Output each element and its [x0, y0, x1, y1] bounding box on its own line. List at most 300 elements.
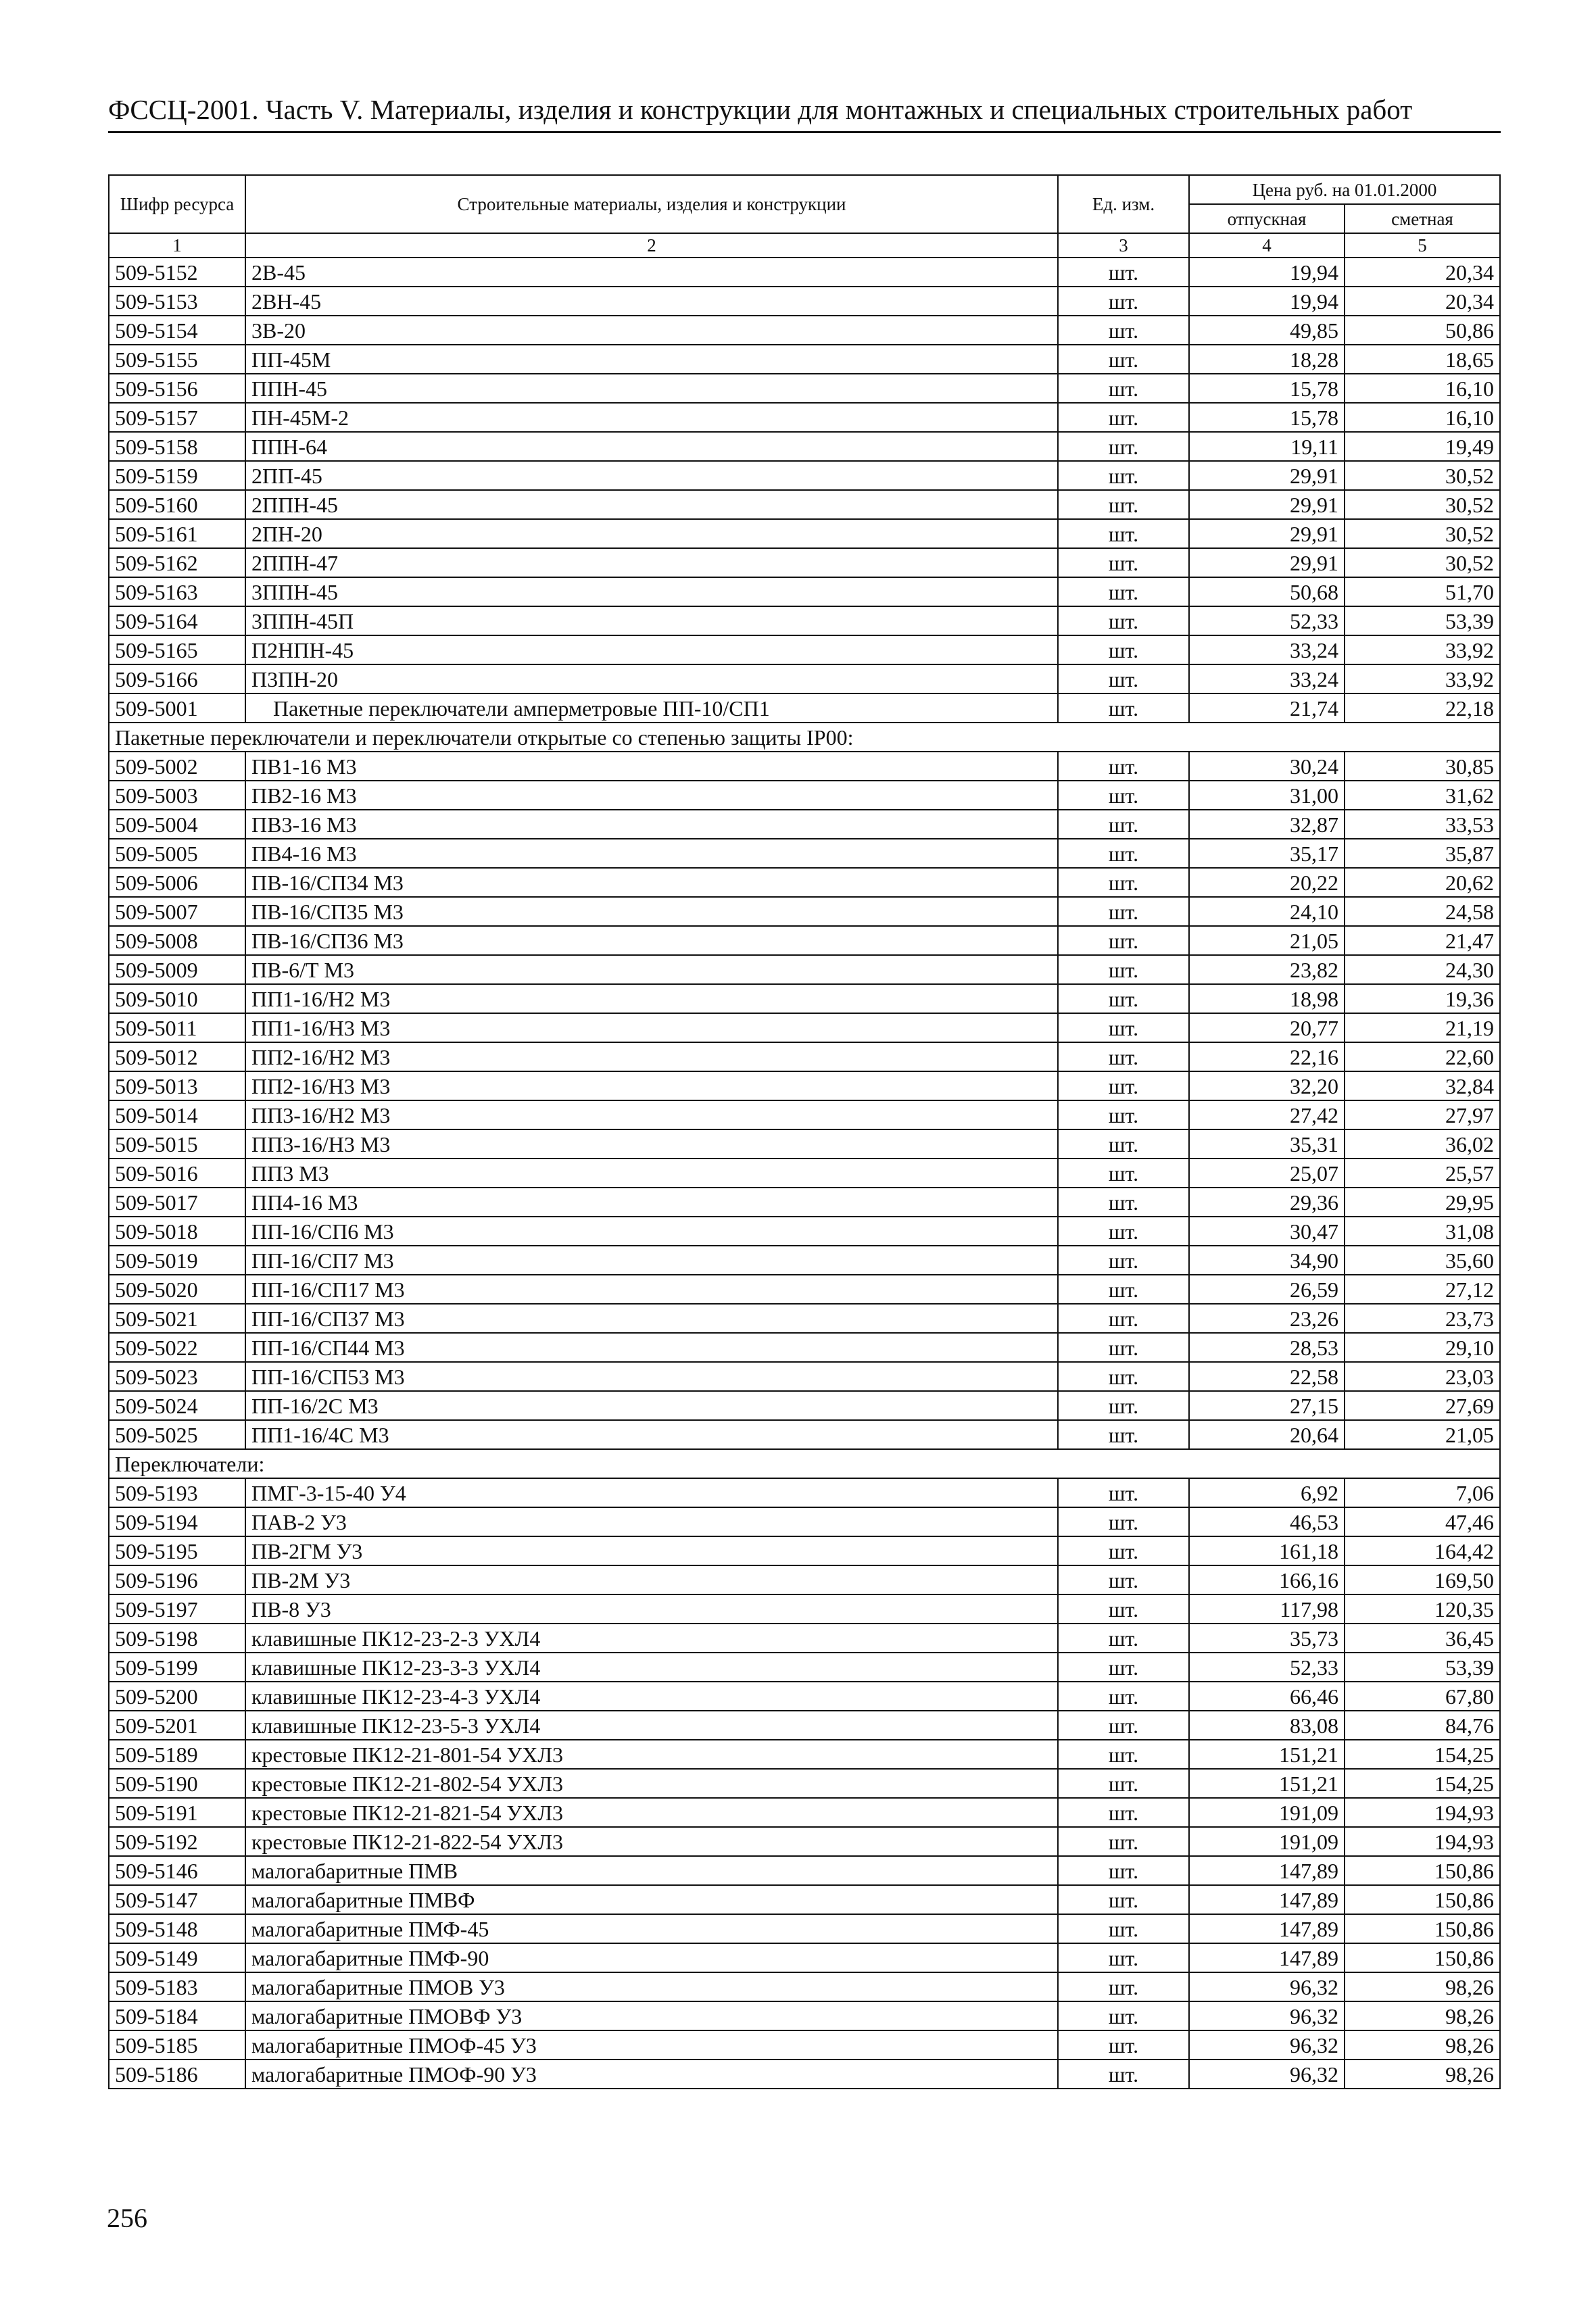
release-price-cell: 15,78: [1189, 374, 1345, 403]
material-name-cell: малогабаритные ПМФ-90: [245, 1943, 1058, 1972]
release-price-cell: 27,42: [1189, 1100, 1345, 1129]
resource-code-cell: 509-5013: [109, 1071, 245, 1100]
table-body: [109, 258, 1500, 2089]
estimate-price-cell: 21,05: [1345, 1420, 1500, 1449]
estimate-price-cell: 30,52: [1345, 519, 1500, 548]
table-row: [109, 781, 1500, 810]
release-price-cell: 20,77: [1189, 1013, 1345, 1042]
resource-code-cell: 509-5003: [109, 781, 245, 810]
release-price-cell: 96,32: [1189, 1972, 1345, 2001]
material-name-cell: клавишные ПК12-23-4-3 УХЛ4: [245, 1682, 1058, 1711]
material-name-cell: ПВ-2ГМ У3: [245, 1536, 1058, 1565]
material-name-cell: ПАВ-2 У3: [245, 1507, 1058, 1536]
estimate-price-cell: 53,39: [1345, 1653, 1500, 1682]
column-number: 2: [245, 233, 1058, 258]
table-row: [109, 258, 1500, 287]
unit-cell: шт.: [1058, 1624, 1189, 1653]
release-price-cell: 147,89: [1189, 1856, 1345, 1885]
table-row: [109, 1594, 1500, 1624]
column-number: 4: [1189, 233, 1345, 258]
estimate-price-cell: 194,93: [1345, 1827, 1500, 1856]
release-price-cell: 147,89: [1189, 1943, 1345, 1972]
unit-cell: шт.: [1058, 868, 1189, 897]
table-row: [109, 1478, 1500, 1507]
release-price-cell: 161,18: [1189, 1536, 1345, 1565]
table-row: [109, 693, 1500, 723]
resource-code-cell: 509-5148: [109, 1914, 245, 1943]
unit-cell: шт.: [1058, 1159, 1189, 1188]
release-price-cell: 34,90: [1189, 1246, 1345, 1275]
unit-cell: шт.: [1058, 635, 1189, 664]
estimate-price-cell: 21,19: [1345, 1013, 1500, 1042]
column-number: 3: [1058, 233, 1189, 258]
unit-cell: шт.: [1058, 1594, 1189, 1624]
table-row: [109, 2060, 1500, 2089]
resource-code-cell: 509-5007: [109, 897, 245, 926]
table-row: [109, 1653, 1500, 1682]
table-row: [109, 1333, 1500, 1362]
table-row: [109, 868, 1500, 897]
header-unit: Ед. изм.: [1058, 175, 1189, 233]
material-name-cell: 2ППН-45: [245, 490, 1058, 519]
material-name-cell: ПП1-16/Н2 М3: [245, 984, 1058, 1013]
material-name-cell: 2В-45: [245, 258, 1058, 287]
release-price-cell: 20,64: [1189, 1420, 1345, 1449]
unit-cell: шт.: [1058, 1420, 1189, 1449]
table-row: [109, 1914, 1500, 1943]
material-name-cell: ПВ-16/СП34 М3: [245, 868, 1058, 897]
table-row: [109, 955, 1500, 984]
table-row: [109, 1682, 1500, 1711]
material-name-cell: крестовые ПК12-21-821-54 УХЛ3: [245, 1798, 1058, 1827]
header-name: Строительные материалы, изделия и конструкции: [245, 175, 1058, 233]
column-number-row: [109, 233, 1500, 258]
release-price-cell: 35,17: [1189, 839, 1345, 868]
estimate-price-cell: 20,62: [1345, 868, 1500, 897]
unit-cell: шт.: [1058, 1100, 1189, 1129]
release-price-cell: 52,33: [1189, 1653, 1345, 1682]
unit-cell: шт.: [1058, 810, 1189, 839]
resource-code-cell: 509-5025: [109, 1420, 245, 1449]
material-name-cell: ПП4-16 М3: [245, 1188, 1058, 1217]
table-row: [109, 1420, 1500, 1449]
estimate-price-cell: 7,06: [1345, 1478, 1500, 1507]
resource-code-cell: 509-5197: [109, 1594, 245, 1624]
release-price-cell: 31,00: [1189, 781, 1345, 810]
release-price-cell: 29,91: [1189, 548, 1345, 577]
material-name-cell: 2ППН-47: [245, 548, 1058, 577]
table-row: [109, 548, 1500, 577]
release-price-cell: 147,89: [1189, 1914, 1345, 1943]
resource-code-cell: 509-5023: [109, 1362, 245, 1391]
resource-code-cell: 509-5162: [109, 548, 245, 577]
material-name-cell: ПП-45М: [245, 345, 1058, 374]
unit-cell: шт.: [1058, 984, 1189, 1013]
unit-cell: шт.: [1058, 752, 1189, 781]
unit-cell: шт.: [1058, 1914, 1189, 1943]
estimate-price-cell: 98,26: [1345, 2030, 1500, 2060]
release-price-cell: 29,91: [1189, 490, 1345, 519]
release-price-cell: 96,32: [1189, 2001, 1345, 2030]
estimate-price-cell: 20,34: [1345, 258, 1500, 287]
resource-code-cell: 509-5024: [109, 1391, 245, 1420]
material-name-cell: ПП-16/СП6 М3: [245, 1217, 1058, 1246]
estimate-price-cell: 98,26: [1345, 1972, 1500, 2001]
unit-cell: шт.: [1058, 2030, 1189, 2060]
unit-cell: шт.: [1058, 1885, 1189, 1914]
unit-cell: шт.: [1058, 1769, 1189, 1798]
table-row: [109, 1624, 1500, 1653]
material-name-cell: ПВ-2М У3: [245, 1565, 1058, 1594]
release-price-cell: 29,91: [1189, 461, 1345, 490]
estimate-price-cell: 154,25: [1345, 1740, 1500, 1769]
estimate-price-cell: 47,46: [1345, 1507, 1500, 1536]
resource-code-cell: 509-5004: [109, 810, 245, 839]
release-price-cell: 151,21: [1189, 1740, 1345, 1769]
release-price-cell: 24,10: [1189, 897, 1345, 926]
estimate-price-cell: 150,86: [1345, 1914, 1500, 1943]
table-row: [109, 1507, 1500, 1536]
estimate-price-cell: 16,10: [1345, 374, 1500, 403]
unit-cell: шт.: [1058, 955, 1189, 984]
unit-cell: шт.: [1058, 693, 1189, 723]
material-name-cell: ПП-16/2С М3: [245, 1391, 1058, 1420]
material-name-cell: ПП-16/СП44 М3: [245, 1333, 1058, 1362]
estimate-price-cell: 36,45: [1345, 1624, 1500, 1653]
unit-cell: шт.: [1058, 1362, 1189, 1391]
resource-code-cell: 509-5018: [109, 1217, 245, 1246]
unit-cell: шт.: [1058, 258, 1189, 287]
estimate-price-cell: 21,47: [1345, 926, 1500, 955]
unit-cell: шт.: [1058, 374, 1189, 403]
estimate-price-cell: 164,42: [1345, 1536, 1500, 1565]
table-row: [109, 1856, 1500, 1885]
resource-code-cell: 509-5021: [109, 1304, 245, 1333]
resource-code-cell: 509-5183: [109, 1972, 245, 2001]
resource-code-cell: 509-5152: [109, 258, 245, 287]
unit-cell: шт.: [1058, 897, 1189, 926]
release-price-cell: 50,68: [1189, 577, 1345, 606]
table-row: [109, 519, 1500, 548]
estimate-price-cell: 24,30: [1345, 955, 1500, 984]
unit-cell: шт.: [1058, 461, 1189, 490]
unit-cell: шт.: [1058, 1129, 1189, 1159]
resource-code-cell: 509-5146: [109, 1856, 245, 1885]
unit-cell: шт.: [1058, 548, 1189, 577]
material-name-cell: ПП3-16/Н3 М3: [245, 1129, 1058, 1159]
resource-code-cell: 509-5163: [109, 577, 245, 606]
material-name-cell: ППН-64: [245, 432, 1058, 461]
table-row: [109, 1943, 1500, 1972]
table-row: [109, 316, 1500, 345]
resource-code-cell: 509-5195: [109, 1536, 245, 1565]
resource-code-cell: 509-5165: [109, 635, 245, 664]
release-price-cell: 83,08: [1189, 1711, 1345, 1740]
resource-code-cell: 509-5017: [109, 1188, 245, 1217]
table-row: [109, 1042, 1500, 1071]
release-price-cell: 147,89: [1189, 1885, 1345, 1914]
unit-cell: шт.: [1058, 490, 1189, 519]
material-name-cell: ПП3 М3: [245, 1159, 1058, 1188]
resource-code-cell: 509-5161: [109, 519, 245, 548]
unit-cell: шт.: [1058, 781, 1189, 810]
resource-code-cell: 509-5194: [109, 1507, 245, 1536]
estimate-price-cell: 98,26: [1345, 2060, 1500, 2089]
resource-code-cell: 509-5001: [109, 693, 245, 723]
material-name-cell: 3В-20: [245, 316, 1058, 345]
estimate-price-cell: 23,73: [1345, 1304, 1500, 1333]
material-name-cell: ПВ4-16 М3: [245, 839, 1058, 868]
material-name-cell: ПП1-16/4С М3: [245, 1420, 1058, 1449]
unit-cell: шт.: [1058, 1943, 1189, 1972]
resource-code-cell: 509-5016: [109, 1159, 245, 1188]
material-name-cell: малогабаритные ПМОФ-90 У3: [245, 2060, 1058, 2089]
unit-cell: шт.: [1058, 1536, 1189, 1565]
unit-cell: шт.: [1058, 1478, 1189, 1507]
release-price-cell: 19,11: [1189, 432, 1345, 461]
resource-code-cell: 509-5164: [109, 606, 245, 635]
table-row: [109, 664, 1500, 693]
table-row: [109, 1740, 1500, 1769]
unit-cell: шт.: [1058, 1188, 1189, 1217]
table-row: [109, 752, 1500, 781]
unit-cell: шт.: [1058, 1304, 1189, 1333]
table-row: [109, 984, 1500, 1013]
unit-cell: шт.: [1058, 1740, 1189, 1769]
unit-cell: шт.: [1058, 2001, 1189, 2030]
release-price-cell: 96,32: [1189, 2060, 1345, 2089]
release-price-cell: 46,53: [1189, 1507, 1345, 1536]
table-row: [109, 1275, 1500, 1304]
release-price-cell: 32,87: [1189, 810, 1345, 839]
release-price-cell: 22,58: [1189, 1362, 1345, 1391]
unit-cell: шт.: [1058, 926, 1189, 955]
release-price-cell: 29,36: [1189, 1188, 1345, 1217]
table-row: [109, 635, 1500, 664]
unit-cell: шт.: [1058, 1565, 1189, 1594]
material-name-cell: малогабаритные ПМФ-45: [245, 1914, 1058, 1943]
unit-cell: шт.: [1058, 1042, 1189, 1071]
table-row: [109, 1304, 1500, 1333]
table-row: [109, 810, 1500, 839]
estimate-price-cell: 24,58: [1345, 897, 1500, 926]
table-row: [109, 2030, 1500, 2060]
estimate-price-cell: 30,52: [1345, 461, 1500, 490]
unit-cell: шт.: [1058, 1827, 1189, 1856]
unit-cell: шт.: [1058, 345, 1189, 374]
release-price-cell: 6,92: [1189, 1478, 1345, 1507]
estimate-price-cell: 33,92: [1345, 635, 1500, 664]
release-price-cell: 52,33: [1189, 606, 1345, 635]
material-name-cell: Пакетные переключатели амперметровые ПП-10/СП1: [245, 693, 1058, 723]
table-row: [109, 1885, 1500, 1914]
resource-code-cell: 509-5022: [109, 1333, 245, 1362]
unit-cell: шт.: [1058, 1217, 1189, 1246]
release-price-cell: 18,28: [1189, 345, 1345, 374]
release-price-cell: 19,94: [1189, 258, 1345, 287]
unit-cell: шт.: [1058, 1972, 1189, 2001]
estimate-price-cell: 29,95: [1345, 1188, 1500, 1217]
release-price-cell: 15,78: [1189, 403, 1345, 432]
release-price-cell: 32,20: [1189, 1071, 1345, 1100]
release-price-cell: 30,47: [1189, 1217, 1345, 1246]
resource-code-cell: 509-5002: [109, 752, 245, 781]
header-release-price: отпускная: [1189, 204, 1345, 233]
release-price-cell: 66,46: [1189, 1682, 1345, 1711]
unit-cell: шт.: [1058, 316, 1189, 345]
table-row: [109, 1188, 1500, 1217]
estimate-price-cell: 27,97: [1345, 1100, 1500, 1129]
resource-code-cell: 509-5199: [109, 1653, 245, 1682]
unit-cell: шт.: [1058, 403, 1189, 432]
estimate-price-cell: 33,53: [1345, 810, 1500, 839]
table-row: [109, 1972, 1500, 2001]
unit-cell: шт.: [1058, 1391, 1189, 1420]
resource-code-cell: 509-5160: [109, 490, 245, 519]
material-name-cell: ППН-45: [245, 374, 1058, 403]
release-price-cell: 117,98: [1189, 1594, 1345, 1624]
unit-cell: шт.: [1058, 1856, 1189, 1885]
resource-code-cell: 509-5189: [109, 1740, 245, 1769]
estimate-price-cell: 169,50: [1345, 1565, 1500, 1594]
table-row: [109, 1362, 1500, 1391]
table-row: [109, 287, 1500, 316]
table-row: [109, 432, 1500, 461]
estimate-price-cell: 194,93: [1345, 1798, 1500, 1827]
header-rule: [108, 131, 1501, 133]
estimate-price-cell: 84,76: [1345, 1711, 1500, 1740]
material-name-cell: ПВ-16/СП35 М3: [245, 897, 1058, 926]
material-name-cell: 2ВН-45: [245, 287, 1058, 316]
resource-code-cell: 509-5190: [109, 1769, 245, 1798]
resource-code-cell: 509-5155: [109, 345, 245, 374]
release-price-cell: 33,24: [1189, 635, 1345, 664]
page-number: 256: [107, 2203, 147, 2233]
table-row: [109, 1246, 1500, 1275]
estimate-price-cell: 150,86: [1345, 1943, 1500, 1972]
section-row: [109, 723, 1500, 752]
material-name-cell: ПП-16/СП7 М3: [245, 1246, 1058, 1275]
section-row: [109, 1449, 1500, 1478]
material-name-cell: ПП2-16/Н2 М3: [245, 1042, 1058, 1071]
estimate-price-cell: 67,80: [1345, 1682, 1500, 1711]
material-name-cell: ПВ2-16 М3: [245, 781, 1058, 810]
resource-code-cell: 509-5156: [109, 374, 245, 403]
table-row: [109, 1391, 1500, 1420]
unit-cell: шт.: [1058, 1798, 1189, 1827]
unit-cell: шт.: [1058, 1275, 1189, 1304]
material-name-cell: малогабаритные ПМВФ: [245, 1885, 1058, 1914]
release-price-cell: 26,59: [1189, 1275, 1345, 1304]
resource-code-cell: 509-5159: [109, 461, 245, 490]
unit-cell: шт.: [1058, 1507, 1189, 1536]
release-price-cell: 33,24: [1189, 664, 1345, 693]
resource-code-cell: 509-5157: [109, 403, 245, 432]
table-row: [109, 490, 1500, 519]
table-row: [109, 1100, 1500, 1129]
estimate-price-cell: 120,35: [1345, 1594, 1500, 1624]
resource-code-cell: 509-5154: [109, 316, 245, 345]
estimate-price-cell: 20,34: [1345, 287, 1500, 316]
price-table: [108, 174, 1501, 2089]
material-name-cell: ПП2-16/Н3 М3: [245, 1071, 1058, 1100]
estimate-price-cell: 27,12: [1345, 1275, 1500, 1304]
release-price-cell: 28,53: [1189, 1333, 1345, 1362]
resource-code-cell: 509-5184: [109, 2001, 245, 2030]
unit-cell: шт.: [1058, 839, 1189, 868]
material-name-cell: ПП-16/СП37 М3: [245, 1304, 1058, 1333]
release-price-cell: 20,22: [1189, 868, 1345, 897]
table-row: [109, 1827, 1500, 1856]
column-number: 1: [109, 233, 245, 258]
header-price-group: Цена руб. на 01.01.2000: [1189, 175, 1500, 204]
header-code: Шифр ресурса: [109, 175, 245, 233]
unit-cell: шт.: [1058, 577, 1189, 606]
material-name-cell: 3ППН-45П: [245, 606, 1058, 635]
estimate-price-cell: 31,62: [1345, 781, 1500, 810]
unit-cell: шт.: [1058, 1246, 1189, 1275]
material-name-cell: малогабаритные ПМВ: [245, 1856, 1058, 1885]
release-price-cell: 23,26: [1189, 1304, 1345, 1333]
release-price-cell: 35,73: [1189, 1624, 1345, 1653]
material-name-cell: ПП1-16/Н3 М3: [245, 1013, 1058, 1042]
release-price-cell: 191,09: [1189, 1798, 1345, 1827]
material-name-cell: ПВ-8 У3: [245, 1594, 1058, 1624]
header-estimate-price: сметная: [1345, 204, 1500, 233]
resource-code-cell: 509-5011: [109, 1013, 245, 1042]
resource-code-cell: 509-5020: [109, 1275, 245, 1304]
resource-code-cell: 509-5185: [109, 2030, 245, 2060]
estimate-price-cell: 30,52: [1345, 490, 1500, 519]
page-header: ФССЦ-2001. Часть V. Материалы, изделия и конструкции для монтажных и специальных строительных работ: [108, 94, 1413, 125]
unit-cell: шт.: [1058, 287, 1189, 316]
estimate-price-cell: 150,86: [1345, 1885, 1500, 1914]
release-price-cell: 49,85: [1189, 316, 1345, 345]
resource-code-cell: 509-5019: [109, 1246, 245, 1275]
resource-code-cell: 509-5166: [109, 664, 245, 693]
unit-cell: шт.: [1058, 2060, 1189, 2089]
table-row: [109, 926, 1500, 955]
unit-cell: шт.: [1058, 1071, 1189, 1100]
material-name-cell: клавишные ПК12-23-3-3 УХЛ4: [245, 1653, 1058, 1682]
estimate-price-cell: 19,49: [1345, 432, 1500, 461]
unit-cell: шт.: [1058, 664, 1189, 693]
estimate-price-cell: 30,85: [1345, 752, 1500, 781]
estimate-price-cell: 150,86: [1345, 1856, 1500, 1885]
material-name-cell: ПВ-16/СП36 М3: [245, 926, 1058, 955]
estimate-price-cell: 35,60: [1345, 1246, 1500, 1275]
resource-code-cell: 509-5015: [109, 1129, 245, 1159]
resource-code-cell: 509-5009: [109, 955, 245, 984]
release-price-cell: 96,32: [1189, 2030, 1345, 2060]
unit-cell: шт.: [1058, 1333, 1189, 1362]
material-name-cell: ПВ3-16 М3: [245, 810, 1058, 839]
material-name-cell: ПП-16/СП53 М3: [245, 1362, 1058, 1391]
resource-code-cell: 509-5198: [109, 1624, 245, 1653]
estimate-price-cell: 98,26: [1345, 2001, 1500, 2030]
material-name-cell: ПВ-6/Т М3: [245, 955, 1058, 984]
resource-code-cell: 509-5200: [109, 1682, 245, 1711]
estimate-price-cell: 23,03: [1345, 1362, 1500, 1391]
table-row: [109, 1711, 1500, 1740]
release-price-cell: 21,74: [1189, 693, 1345, 723]
resource-code-cell: 509-5158: [109, 432, 245, 461]
release-price-cell: 166,16: [1189, 1565, 1345, 1594]
estimate-price-cell: 30,52: [1345, 548, 1500, 577]
resource-code-cell: 509-5006: [109, 868, 245, 897]
estimate-price-cell: 35,87: [1345, 839, 1500, 868]
material-name-cell: ПП3-16/Н2 М3: [245, 1100, 1058, 1129]
